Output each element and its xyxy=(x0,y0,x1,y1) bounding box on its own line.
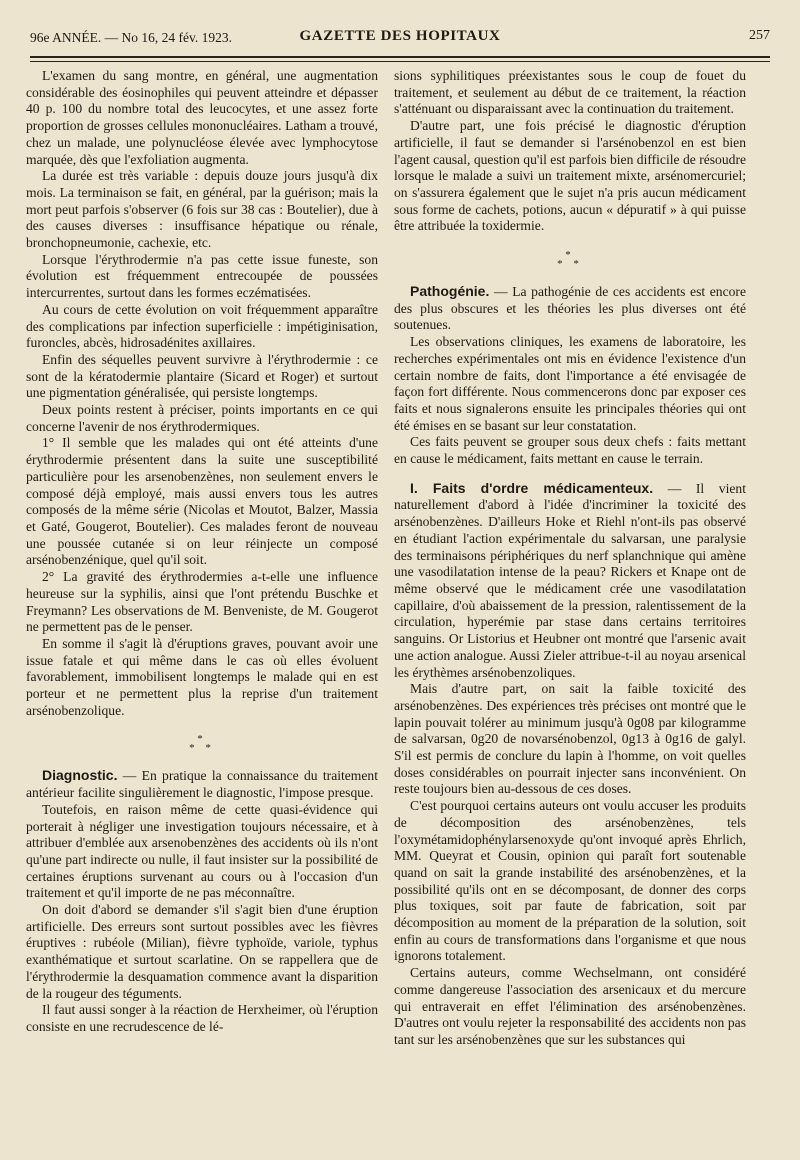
paragraph: Les observations cliniques, les examens de laboratoire, les recherches expérimentales ont mis en évidence l'existence d'un certain nombre de faits, dont l'importance a été envisagée de façon fort différente. Nous commencerons donc par exposer ces faits et nous signalerons ensuite les principales théories qui ont été émises en se basant sur leur constatation. xyxy=(394,334,746,433)
paragraph: 1° Il semble que les malades qui ont été atteints d'une érythrodermie présentent dans la suite une susceptibilité particulière pour les arsenobenzènes, non seulement envers le composé déjà employé, mais aussi envers tous les autres composés de la même série (Nicolas et Moutot, Balzer, Massia et Gaté, Gougerot, Boutelier). Ces malades feront de nouveau une poussée cutanée si on leur réinjecte un composé arsénobenzénique, quel qu'il soit. xyxy=(26,435,378,568)
section-title-pathogenie: Pathogénie. xyxy=(410,283,490,300)
section-title-diagnostic: Diagnostic. xyxy=(42,767,118,784)
section-separator: * * * xyxy=(557,249,583,271)
page-number: 257 xyxy=(749,28,770,43)
paragraph: 2° La gravité des érythrodermies a-t-elle une influence heureuse sur la syphilis, ainsi que l'ont prétendu Buschke et Freymann? Les observations de M. Benveniste, de M. Gougerot ne permettent pas de le penser. xyxy=(26,569,378,635)
left-column xyxy=(26,68,378,1036)
section-intro: — En pratique la connaissance du traitement antérieur facilite singulièrement le diagnostic, l'impose presque. xyxy=(26,768,378,801)
paragraph: La durée est très variable : depuis douze jours jusqu'à dix mois. La terminaison se fait, en général, par la guérison; mais la mort peut parfois s'observer (6 fois sur 38 cas : Boutelier), due à des causes diverses : insuffisance hépatique ou rénale, bronchopneumonie, cachexie, etc. xyxy=(26,168,378,251)
section-title-faits: I. Faits d'ordre médicamenteux. xyxy=(410,479,654,496)
paragraph: Ces faits peuvent se grouper sous deux chefs : faits mettant en cause le médicament, faits mettant en cause le terrain. xyxy=(394,434,746,467)
page-header xyxy=(30,24,770,50)
paragraph: Enfin des séquelles peuvent survivre à l'érythrodermie : ce sont de la kératodermie plantaire (Sicard et Roger) et surtout une pigmentation généralisée, qui persiste longtemps. xyxy=(26,351,378,401)
section-intro: — Il vient naturellement d'abord à l'idée d'incriminer la toxicité des arsénobenzènes. D'ailleurs Hoke et Riehl n'ont-ils pas observé en étudiant l'action expérimentale du salvarsan, une paralysie des terminaisons périphériques du nerf splanchnique qui amène une vasodilatation intense de la peau? Rickers et Knape ont de même observé que le médicament crée une vasodilatation capillaire, d'où abaissement de la pression, ralentissement de la circulation, hyperémie par stase dans certains territoires sanguins. Or Listorius et Heubner ont montré que l'arsenic avait une action analogue. Aussi Zieler attribue-t-il au noyau arsenical les érythèmes arsénobenzoliques. xyxy=(394,480,746,680)
paragraph: Certains auteurs, comme Wechselmann, ont considéré comme dangereuse l'association des arsenicaux et du mercure qui entraverait en effet l'élimination des arsénobenzènes. D'autres ont voulu rejeter la responsabilité des accidents non pas tant sur les arsénobenzènes que sur les substances qui xyxy=(394,965,746,1047)
section-intro: — La pathogénie de ces accidents est encore des plus obscures et les théories les plus diverses ont été soutenues. xyxy=(394,284,746,333)
spacer xyxy=(26,719,378,731)
paragraph: Lorsque l'érythrodermie n'a pas cette issue funeste, son évolution est fréquemment entrecoupée de poussées intercurrentes, surtout dans les formes eczématisées. xyxy=(26,251,378,301)
section-diagnostic xyxy=(26,767,378,801)
right-column xyxy=(394,68,746,1049)
issue-info: 96e ANNÉE. — No 16, 24 fév. 1923. xyxy=(30,30,232,45)
paragraph: Deux points restent à préciser, points importants en ce qui concerne l'avenir de nos érythrodermiques. xyxy=(26,402,378,434)
paragraph: C'est pourquoi certains auteurs ont voulu accuser les produits de décomposition des arsénobenzènes, tels l'oxymétamidophénylarsenoxyde qu'ont invoqué après Ehrlich, MM. Queyrat et Cousin, opinion qui paraît fort soutenable quand on sait la grande instabilité des arsénobenzènes, et la possibilité qu'ils ont en se décomposant, de donner des corps plus toxiques, soit par faute de fabrication, soit par décomposition au moment de la préparation de la solution, soit enfin au cours de transformations dans l'organisme et que nous ignorons totalement. xyxy=(394,798,746,964)
header-rule-thick xyxy=(30,56,770,58)
section-separator: * * * xyxy=(189,733,215,755)
section-faits xyxy=(394,480,746,681)
paragraph: Il faut aussi songer à la réaction de Herxheimer, où l'éruption consiste en une recrudescence de lé- xyxy=(26,1002,378,1034)
paragraph: Toutefois, en raison même de cette quasi-évidence qui porterait à négliger une investigation toujours nécessaire, et à attribuer d'emblée aux arsenobenzènes des accidents où ils n'ont qu'une part indirecte ou nulle, il faut insister sur la possibilité de certaines éruptions survenant au cours ou à l'occasion d'un traitement et qu'il importe de ne pas méconnaître. xyxy=(26,801,378,901)
paragraph: Au cours de cette évolution on voit fréquemment apparaître des complications par infection superficielle : impétiginisation, furoncles, abcès, hidrosadénites axillaires. xyxy=(26,301,378,351)
paragraph: En somme il s'agit là d'éruptions graves, pouvant avoir une issue fatale et qui même dans le cas où elles évoluent favorablement, immobilisent longtemps le malade qui en est porteur et ne permettent plus la reprise d'un traitement arsénobenzolique. xyxy=(26,635,378,718)
section-pathogenie xyxy=(394,283,746,334)
paragraph: On doit d'abord se demander s'il s'agit bien d'une éruption artificielle. Des erreurs sont surtout possibles avec les fièvres éruptives : rubéole (Milian), fièvre typhoïde, variole, typhus exanthématique et surtout scarlatine. On se rappellera que de l'érythrodermie la desquamation commence avant la disparition de la rougeur des téguments. xyxy=(26,902,378,1001)
journal-title: GAZETTE DES HOPITAUX xyxy=(299,28,501,44)
paragraph: Mais d'autre part, on sait la faible toxicité des arsénobenzènes. Des expériences très précises ont montré que le lapin pouvait tolérer au minimum jusqu'à 0g08 par kilogramme de salvarsan, 0g20 de novarsénobenzol, 0g13 à 0g16 de galyl. S'il est permis de conclure du lapin à l'homme, on voit quelles doses considérables on pourrait injecter sans inconvénient. On reste toujours bien au-dessous de ces doses. xyxy=(394,681,746,797)
paragraph: L'examen du sang montre, en général, une augmentation considérable des éosinophiles qui peuvent atteindre et dépasser 40 p. 100 du nombre total des leucocytes, et une assez forte proportion de grosses cellules mononucléaires. Latham a trouvé, chez un malade, une polynucléose élevée avec lymphocytose marquée, dès que l'exfoliation augmenta. xyxy=(26,68,378,167)
paragraph: sions syphilitiques préexistantes sous le coup de fouet du traitement, et seulement au début de ce traitement, la réaction s'atténuant ou disparaissant avec la continuation du traitement. xyxy=(394,68,746,117)
header-rule-thin xyxy=(30,61,770,62)
spacer xyxy=(394,468,746,480)
paragraph: D'autre part, une fois précisé le diagnostic d'éruption artificielle, il faut se demander si l'arsénobenzol en est bien l'agent causal, question qu'il est parfois bien difficile de résoudre lorsque le malade a suivi un traitement mixte, arsénomercuriel; on s'assurera également que le sujet n'a pris aucun médicament sous forme de cachets, potions, aucun « dépuratif » à qui puisse être attribuée la toxidermie. xyxy=(394,118,746,234)
spacer xyxy=(394,235,746,247)
